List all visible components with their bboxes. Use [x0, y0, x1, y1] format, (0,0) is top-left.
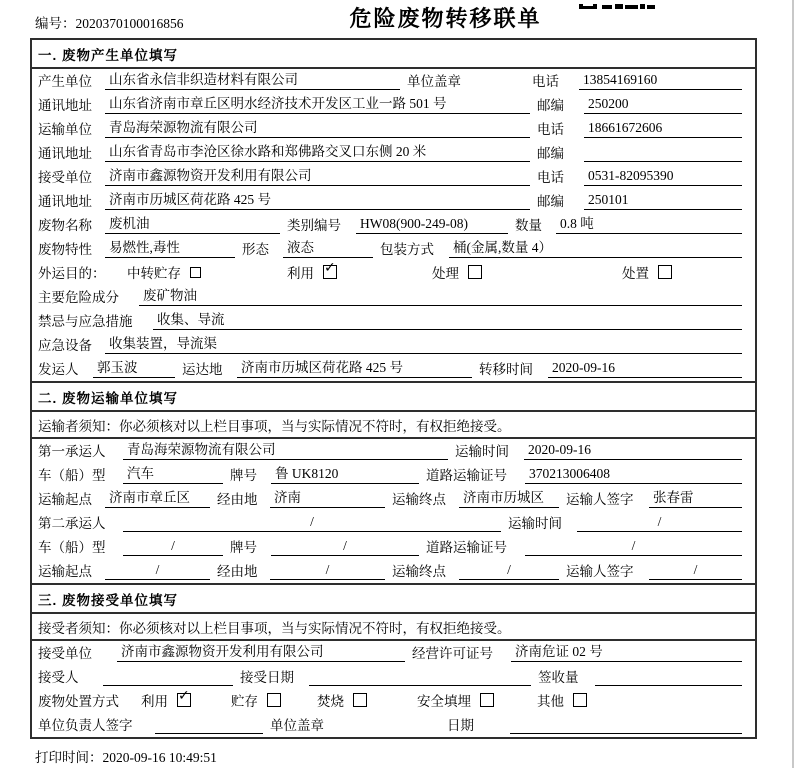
field-value: / [270, 562, 385, 580]
form-row [32, 333, 755, 357]
field-label: 邮编 [537, 194, 564, 209]
field-value: 济南市鑫源物资开发利用有限公司 [117, 644, 405, 662]
field-label: 运输终点 [392, 492, 446, 507]
form-sections [32, 40, 755, 737]
form-row [32, 285, 755, 309]
form-row [32, 165, 755, 189]
field-label: 接受单位 [38, 646, 92, 661]
field-label: 电话 [537, 170, 564, 185]
field-value: HW08(900-249-08) [356, 216, 508, 234]
checkbox-unchecked-icon [480, 693, 494, 707]
section-title: 一. 废物产生单位填写 [32, 40, 755, 69]
field-value: 济南市历城区荷花路 425 号 [237, 360, 472, 378]
field-value [309, 670, 531, 686]
document-number-value: 2020370100016856 [75, 16, 184, 31]
checkbox-label: 利用 [141, 694, 168, 709]
field-value: / [525, 538, 742, 556]
checkbox-option [537, 690, 587, 710]
field-label: 接受人 [38, 670, 79, 685]
field-label: 接受单位 [38, 170, 92, 185]
field-value: 0.8 吨 [556, 216, 742, 234]
field-value: 桶(金属,数量 4） [449, 240, 742, 258]
field-value: / [271, 538, 419, 556]
checkbox-unchecked-icon [468, 265, 482, 279]
checkbox-unchecked-icon [573, 693, 587, 707]
checkbox-unchecked-icon [658, 265, 672, 279]
field-label: 经营许可证号 [412, 646, 493, 661]
field-value: / [459, 562, 559, 580]
field-label: 运输终点 [392, 564, 446, 579]
field-value: 鲁 UK8120 [271, 466, 419, 484]
field-value: / [123, 538, 223, 556]
checkbox-label: 利用 [287, 266, 314, 281]
form-row [32, 535, 755, 559]
field-value: 2020-09-16 [548, 360, 742, 378]
field-value: 山东省青岛市李沧区徐水路和郑佛路交叉口东侧 20 米 [105, 144, 530, 162]
field-label: 废物名称 [38, 218, 92, 233]
field-label: 牌号 [230, 468, 257, 483]
field-label: 运输单位 [38, 122, 92, 137]
field-label: 经由地 [217, 564, 258, 579]
field-label: 单位负责人签字 [38, 718, 133, 733]
form-row [32, 357, 755, 381]
field-label: 日期 [447, 718, 474, 733]
field-value: 济南市章丘区 [105, 490, 210, 508]
field-label: 牌号 [230, 540, 257, 555]
field-label: 运输人签字 [566, 564, 634, 579]
field-label: 运输起点 [38, 492, 92, 507]
checkbox-checked-icon [323, 260, 337, 279]
static-text: 单位盖章 [270, 718, 324, 733]
field-label: 电话 [532, 74, 559, 89]
field-label: 形态 [242, 242, 269, 257]
print-time [35, 746, 217, 766]
checkbox-option [141, 690, 231, 710]
field-label: 电话 [537, 122, 564, 137]
field-value: / [105, 562, 210, 580]
field-label: 产生单位 [38, 74, 92, 89]
field-value: 山东省永信非织造材料有限公司 [105, 72, 400, 90]
static-text: 单位盖章 [407, 74, 461, 89]
field-value: / [123, 514, 501, 532]
notice-row [32, 614, 755, 641]
checkbox-option [317, 690, 417, 710]
form-row [32, 189, 755, 213]
field-label: 运输时间 [508, 516, 562, 531]
field-value [595, 670, 742, 686]
field-label: 类别编号 [287, 218, 341, 233]
checkbox-unchecked-icon [267, 693, 281, 707]
section-title: 三. 废物接受单位填写 [32, 583, 755, 614]
form-row [32, 117, 755, 141]
field-label: 经由地 [217, 492, 258, 507]
field-label: 通讯地址 [38, 98, 92, 113]
checkbox-unchecked-icon [190, 267, 201, 278]
form-row [32, 309, 755, 333]
field-label: 车（船）型 [38, 468, 106, 483]
checkbox-option [417, 690, 537, 710]
field-value: 青岛海荣源物流有限公司 [123, 442, 448, 460]
field-label: 第二承运人 [38, 516, 106, 531]
field-value: 370213006408 [525, 466, 742, 484]
checkbox-option [287, 262, 432, 282]
field-label: 发运人 [38, 362, 79, 377]
field-value: / [577, 514, 742, 532]
field-label: 转移时间 [479, 362, 533, 377]
field-label: 通讯地址 [38, 194, 92, 209]
qr-code-partial-icon [578, 0, 656, 9]
field-label: 废物特性 [38, 242, 92, 257]
field-value [103, 670, 233, 686]
field-label: 通讯地址 [38, 146, 92, 161]
form-row [32, 713, 755, 737]
field-value: 济南市鑫源物资开发利用有限公司 [105, 168, 530, 186]
field-label: 运输起点 [38, 564, 92, 579]
check-mark-icon: ✓ [178, 688, 190, 704]
field-value: 250101 [584, 192, 742, 210]
field-label: 主要危险成分 [38, 290, 119, 305]
checkbox-option [231, 690, 317, 710]
form-row [32, 213, 755, 237]
print-time-value: 2020-09-16 10:49:51 [102, 750, 217, 765]
field-value: 废矿物油 [139, 288, 742, 306]
field-value: 济南危证 02 号 [511, 644, 742, 662]
field-label: 道路运输证号 [426, 540, 507, 555]
checkbox-label: 处理 [432, 266, 459, 281]
form-row [32, 641, 755, 665]
checkbox-label: 安全填埋 [417, 694, 471, 709]
checkbox-label: 焚烧 [317, 694, 344, 709]
field-label: 邮编 [537, 146, 564, 161]
field-value: 青岛海荣源物流有限公司 [105, 120, 530, 138]
field-label: 数量 [515, 218, 542, 233]
checkbox-label: 中转贮存 [127, 266, 181, 281]
field-label: 外运目的： [38, 266, 106, 281]
section-title: 二. 废物运输单位填写 [32, 381, 755, 412]
form-row [32, 93, 755, 117]
field-value: 郭玉波 [93, 360, 175, 378]
form-row [32, 665, 755, 689]
field-label: 签收量 [538, 670, 579, 685]
notice-text: 运输者须知：你必须核对以上栏目事项，当与实际情况不符时，有权拒绝接受。 [38, 418, 511, 434]
field-label: 废物处置方式 [38, 694, 119, 709]
checkbox-option [622, 262, 672, 282]
field-value: 0531-82095390 [584, 168, 742, 186]
field-value: 250200 [584, 96, 742, 114]
checkbox-option [127, 262, 287, 282]
field-label: 运输人签字 [566, 492, 634, 507]
page-right-edge [792, 0, 794, 768]
field-value: 济南市历城区 [459, 490, 559, 508]
field-value: 易燃性,毒性 [105, 240, 235, 258]
form-row [32, 237, 755, 261]
form-row [32, 559, 755, 583]
notice-row [32, 412, 755, 439]
field-value: / [649, 562, 742, 580]
field-label: 第一承运人 [38, 444, 106, 459]
checkbox-unchecked-icon [353, 693, 367, 707]
field-label: 道路运输证号 [426, 468, 507, 483]
field-label: 邮编 [537, 98, 564, 113]
field-value: 2020-09-16 [524, 442, 742, 460]
field-label: 接受日期 [240, 670, 294, 685]
field-value [584, 146, 742, 162]
manifest-form [30, 38, 757, 739]
field-value: 13854169160 [579, 72, 742, 90]
field-value: 汽车 [123, 466, 223, 484]
field-value [510, 718, 742, 734]
checkbox-checked-icon [177, 688, 191, 707]
field-value: 济南市历城区荷花路 425 号 [105, 192, 530, 210]
page-title: 危险废物转移联单 [349, 6, 542, 31]
print-time-label: 打印时间： [35, 750, 103, 765]
notice-text: 接受者须知：你必须核对以上栏目事项，当与实际情况不符时，有权拒绝接受。 [38, 620, 511, 636]
form-row [32, 463, 755, 487]
check-mark-icon: ✓ [324, 260, 336, 276]
field-label: 车（船）型 [38, 540, 106, 555]
form-row [32, 261, 755, 285]
field-label: 禁忌与应急措施 [38, 314, 133, 329]
field-value: 液态 [283, 240, 373, 258]
field-value: 废机油 [105, 216, 280, 234]
field-value: 18661672606 [584, 120, 742, 138]
form-row [32, 141, 755, 165]
field-label: 应急设备 [38, 338, 92, 353]
form-row [32, 511, 755, 535]
field-label: 包装方式 [380, 242, 434, 257]
field-value [155, 718, 263, 734]
form-row [32, 487, 755, 511]
form-row [32, 439, 755, 463]
field-value: 济南 [270, 490, 385, 508]
checkbox-label: 贮存 [231, 694, 258, 709]
field-label: 运达地 [182, 362, 223, 377]
field-value: 收集装置，导流渠 [105, 336, 742, 354]
field-value: 张春雷 [649, 490, 742, 508]
form-row [32, 689, 755, 713]
form-row [32, 69, 755, 93]
document-number-label: 编号： [35, 16, 76, 31]
checkbox-label: 其他 [537, 694, 564, 709]
checkbox-label: 处置 [622, 266, 649, 281]
checkbox-option [432, 262, 622, 282]
field-value: 收集、导流 [153, 312, 742, 330]
field-value: 山东省济南市章丘区明水经济技术开发区工业一路 501 号 [105, 96, 530, 114]
field-label: 运输时间 [455, 444, 509, 459]
